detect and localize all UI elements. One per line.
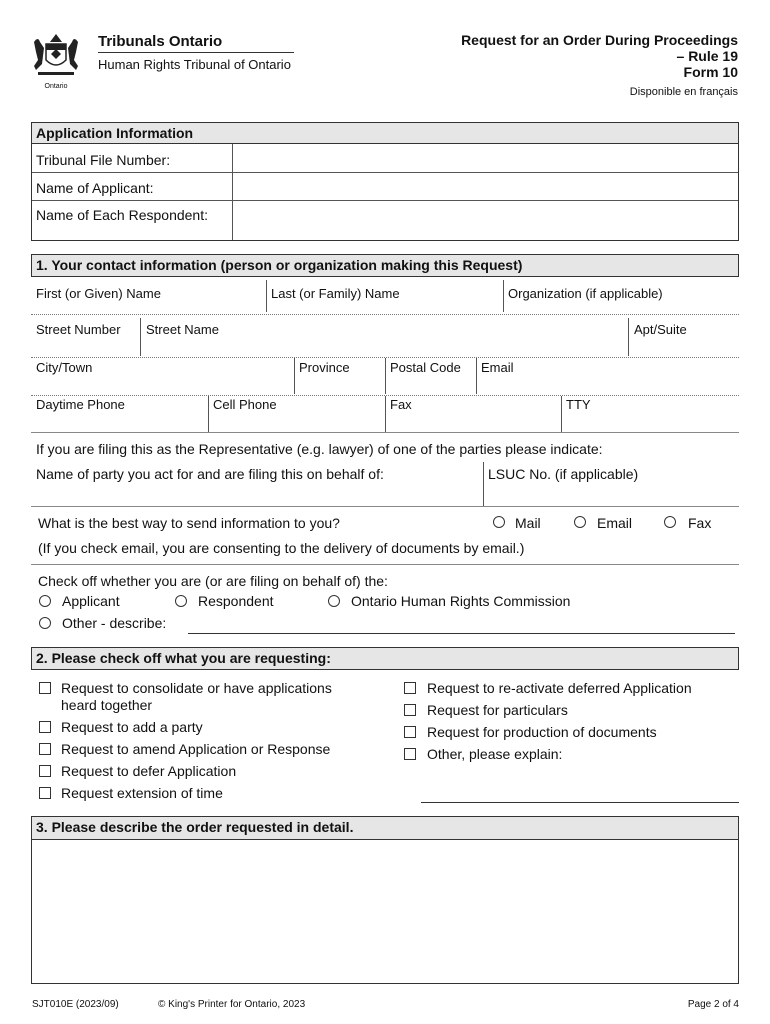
daytime-phone-label: Daytime Phone xyxy=(36,397,125,412)
copyright: © King's Printer for Ontario, 2023 xyxy=(158,999,306,1010)
applicant-option-label: Applicant xyxy=(62,593,120,609)
coat-of-arms-icon xyxy=(30,30,82,78)
field-divider xyxy=(476,358,477,394)
field-divider xyxy=(503,280,504,312)
requests-heading: 2. Please check off what you are requesting: xyxy=(31,647,739,670)
organization-label: Organization (if applicable) xyxy=(508,286,663,301)
file-number-input[interactable] xyxy=(236,146,738,172)
email-label: Email xyxy=(481,360,514,375)
field-divider xyxy=(266,280,267,312)
form-title-line1: Request for an Order During Proceedings xyxy=(461,32,738,48)
applicant-name-input[interactable] xyxy=(236,174,738,200)
particulars-checkbox[interactable] xyxy=(404,704,416,716)
field-divider xyxy=(208,396,209,432)
row-divider xyxy=(31,314,739,315)
section-divider xyxy=(31,564,739,565)
add-party-checkbox[interactable] xyxy=(39,721,51,733)
tribunal-subname: Human Rights Tribunal of Ontario xyxy=(98,57,291,72)
postal-code-label: Postal Code xyxy=(390,360,461,375)
party-name-label: Name of party you act for and are filing this on behalf of: xyxy=(36,466,384,482)
last-name-label: Last (or Family) Name xyxy=(271,286,400,301)
respondent-name-input[interactable] xyxy=(236,203,738,239)
describe-heading: 3. Please describe the order requested in detail. xyxy=(31,816,739,840)
ohrc-option-label: Ontario Human Rights Commission xyxy=(351,593,571,609)
reactivate-label: Request to re-activate deferred Application xyxy=(427,680,692,696)
fax-input[interactable] xyxy=(388,414,562,430)
org-name: Tribunals Ontario xyxy=(98,33,223,50)
section-divider xyxy=(31,432,739,433)
form-title-line3: Form 10 xyxy=(683,64,738,80)
delivery-question: What is the best way to send information to you? xyxy=(38,515,340,531)
party-name-input[interactable] xyxy=(34,486,482,504)
fax-radio[interactable] xyxy=(664,516,676,528)
street-number-input[interactable] xyxy=(34,338,140,354)
apt-suite-label: Apt/Suite xyxy=(634,322,687,337)
province-input[interactable] xyxy=(297,377,385,393)
form-title xyxy=(378,32,738,98)
mail-radio[interactable] xyxy=(493,516,505,528)
logo-caption: Ontario xyxy=(44,83,68,90)
fax-label: Fax xyxy=(390,397,412,412)
city-label: City/Town xyxy=(36,360,93,375)
lsuc-label: LSUC No. (if applicable) xyxy=(488,466,639,482)
field-divider xyxy=(140,318,141,356)
form-code: SJT010E (2023/09) xyxy=(32,999,119,1010)
reactivate-checkbox[interactable] xyxy=(404,682,416,694)
lsuc-input[interactable] xyxy=(487,486,741,504)
field-divider xyxy=(294,358,295,394)
email-consent-note: (If you check email, you are consenting to the delivery of documents by email.) xyxy=(38,540,525,556)
other-request-underline xyxy=(421,802,739,803)
extension-checkbox[interactable] xyxy=(39,787,51,799)
amend-checkbox[interactable] xyxy=(39,743,51,755)
other-request-label: Other, please explain: xyxy=(427,746,563,762)
respondent-name-label: Name of Each Respondent: xyxy=(36,207,208,223)
extension-label: Request extension of time xyxy=(61,785,223,801)
last-name-input[interactable] xyxy=(269,300,503,314)
mail-option-label: Mail xyxy=(515,515,541,531)
field-divider xyxy=(385,358,386,394)
applicant-radio[interactable] xyxy=(39,595,51,607)
consolidate-label-cont: heard together xyxy=(61,697,153,713)
field-divider xyxy=(385,396,386,432)
ohrc-radio[interactable] xyxy=(328,595,340,607)
tty-label: TTY xyxy=(566,397,591,412)
other-role-input[interactable] xyxy=(190,614,738,634)
consolidate-checkbox[interactable] xyxy=(39,682,51,694)
contact-heading: 1. Your contact information (person or organization making this Request) xyxy=(31,254,739,277)
email-input[interactable] xyxy=(479,377,739,393)
form-title-line2: – Rule 19 xyxy=(676,48,738,64)
defer-label: Request to defer Application xyxy=(61,763,237,779)
province-label: Province xyxy=(299,360,350,375)
app-info-row-divider xyxy=(32,200,738,201)
apt-suite-input[interactable] xyxy=(632,338,740,354)
consolidate-label: Request to consolidate or have applications xyxy=(61,680,332,696)
other-role-label: Other - describe: xyxy=(62,615,167,631)
city-input[interactable] xyxy=(34,377,294,393)
app-info-heading: Application Information xyxy=(31,122,739,144)
file-number-label: Tribunal File Number: xyxy=(36,152,171,168)
fax-option-label: Fax xyxy=(688,515,712,531)
organization-input[interactable] xyxy=(506,300,740,314)
cell-phone-input[interactable] xyxy=(211,414,385,430)
other-request-input[interactable] xyxy=(422,770,740,802)
defer-checkbox[interactable] xyxy=(39,765,51,777)
app-info-row-divider xyxy=(32,172,738,173)
street-number-label: Street Number xyxy=(36,322,121,337)
app-info-col-divider xyxy=(232,144,233,240)
production-checkbox[interactable] xyxy=(404,726,416,738)
amend-label: Request to amend Application or Response xyxy=(61,741,331,757)
describe-textarea[interactable] xyxy=(34,842,738,984)
respondent-radio[interactable] xyxy=(175,595,187,607)
email-radio[interactable] xyxy=(574,516,586,528)
ontario-logo xyxy=(30,30,82,90)
section-divider xyxy=(31,506,739,507)
daytime-phone-input[interactable] xyxy=(34,414,208,430)
page-number: Page 2 of 4 xyxy=(687,999,739,1010)
tty-input[interactable] xyxy=(564,414,740,430)
street-name-input[interactable] xyxy=(144,338,628,354)
french-available[interactable]: Disponible en français xyxy=(629,86,738,98)
other-request-checkbox[interactable] xyxy=(404,748,416,760)
header-divider xyxy=(98,52,294,53)
role-question: Check off whether you are (or are filing on behalf of) the: xyxy=(38,573,388,589)
first-name-label: First (or Given) Name xyxy=(36,286,161,301)
production-label: Request for production of documents xyxy=(427,724,657,740)
other-role-radio[interactable] xyxy=(39,617,51,629)
street-name-label: Street Name xyxy=(146,322,219,337)
representative-note: If you are filing this as the Representative (e.g. lawyer) of one of the parties please indicate: xyxy=(36,441,603,457)
field-divider xyxy=(483,462,484,506)
cell-phone-label: Cell Phone xyxy=(213,397,277,412)
respondent-option-label: Respondent xyxy=(198,593,274,609)
email-option-label: Email xyxy=(597,515,633,531)
applicant-name-label: Name of Applicant: xyxy=(36,180,154,196)
add-party-label: Request to add a party xyxy=(61,719,203,735)
other-role-underline xyxy=(188,633,735,634)
particulars-label: Request for particulars xyxy=(427,702,568,718)
first-name-input[interactable] xyxy=(34,300,266,314)
postal-code-input[interactable] xyxy=(388,377,476,393)
field-divider xyxy=(628,318,629,356)
